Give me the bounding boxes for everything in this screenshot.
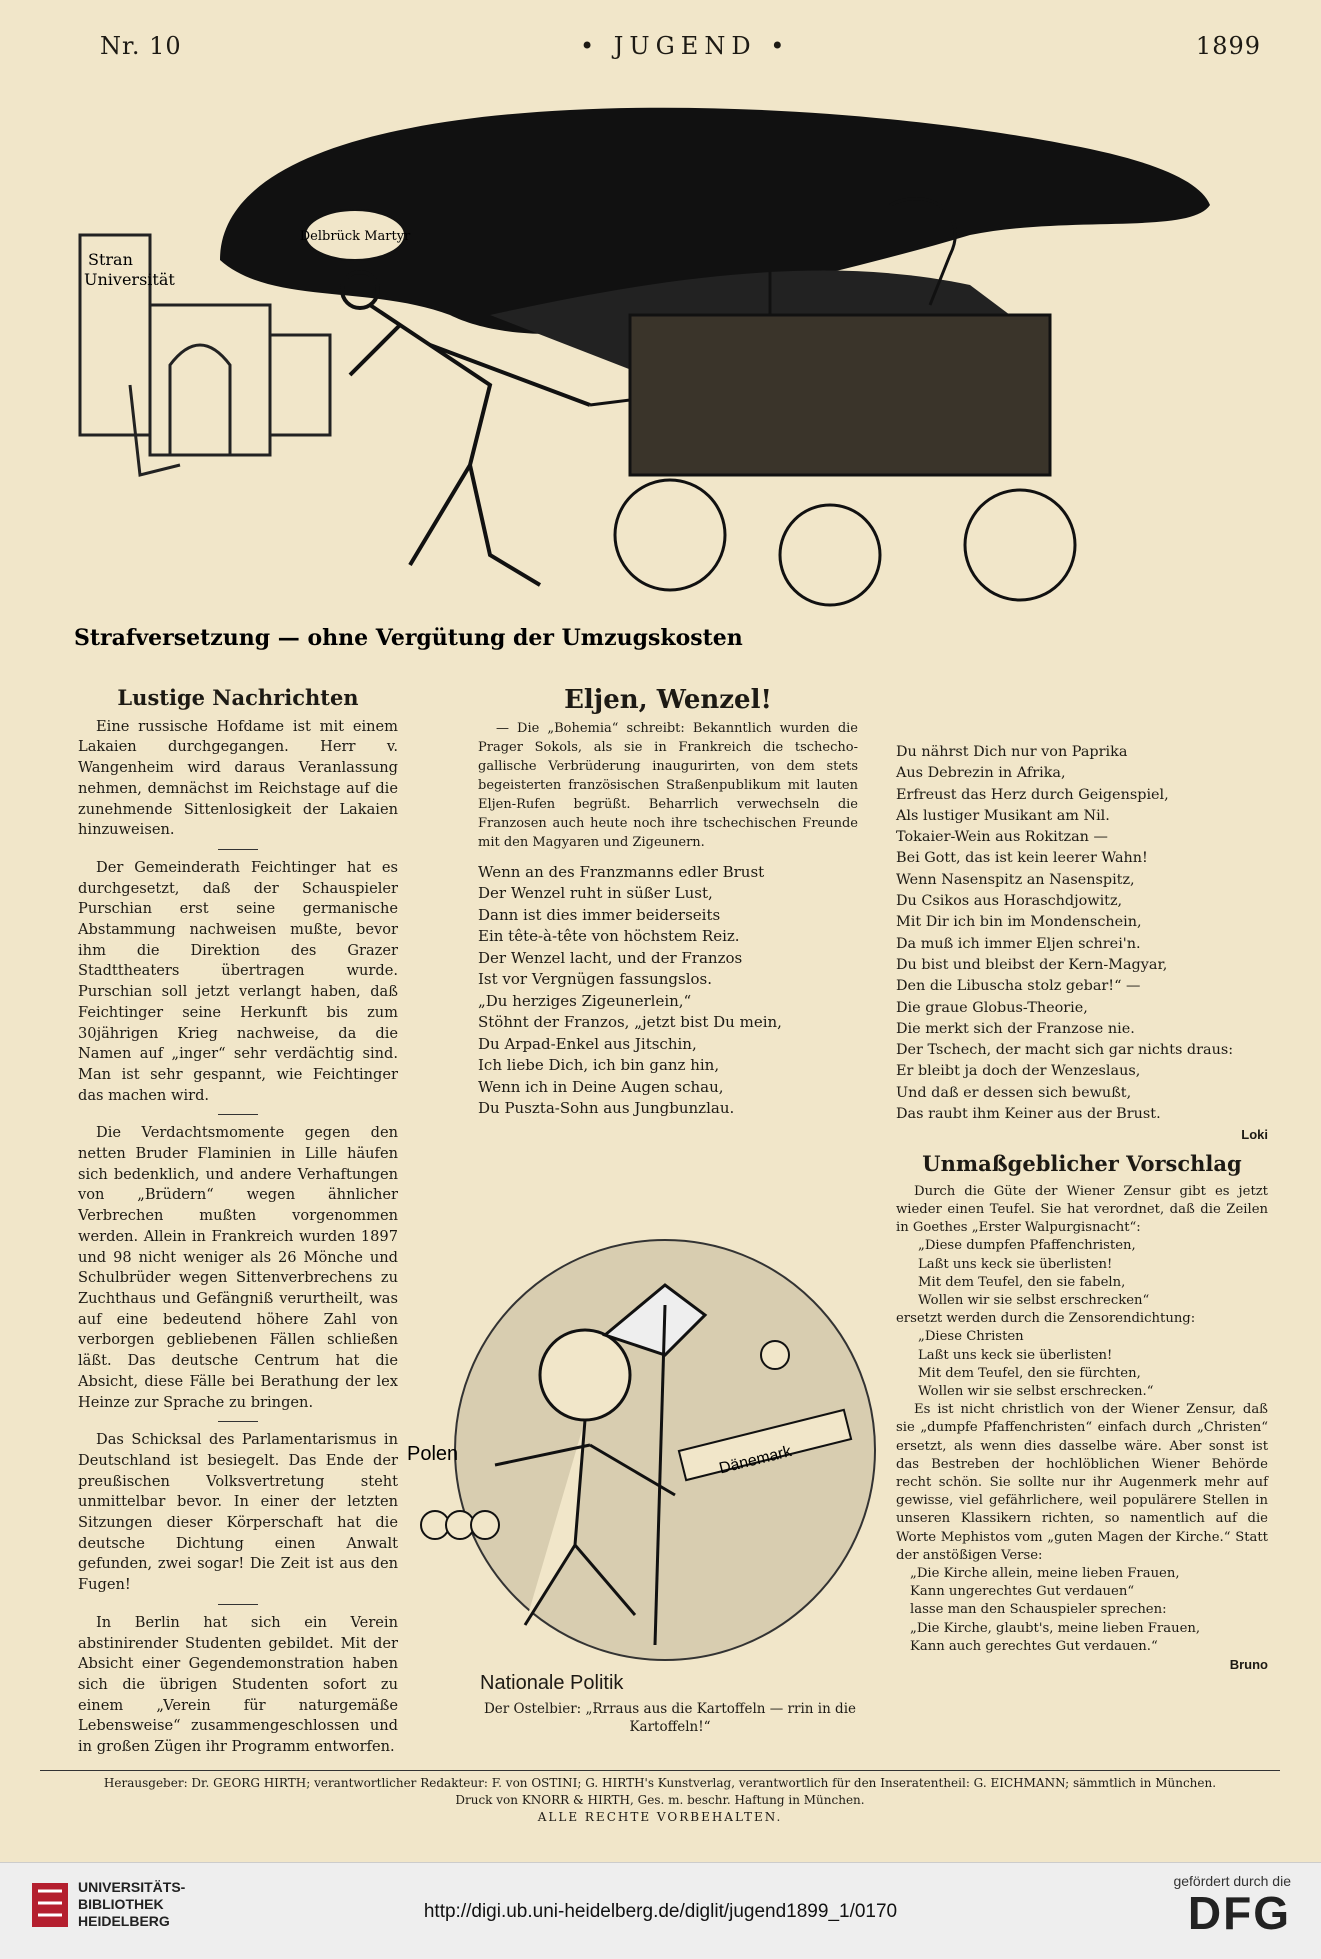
poem-line: Der Wenzel lacht, und der Franzos	[478, 948, 743, 967]
poem-continued	[896, 742, 1268, 1125]
sign-universitaet: Universität	[84, 270, 175, 289]
issue-number: Nr. 10	[100, 32, 182, 60]
quote-3	[896, 1565, 1268, 1601]
imprint-line-1: Herausgeber: Dr. GEORG HIRTH; verantwortlicher Redakteur: F. von OSTINI; G. HIRTH's Kunstverlag, verantwortlich für den Inseratentheil: G. EICHMANN; sämmtlich in München.	[103, 1776, 1217, 1790]
quote-line: Mit dem Teufel, den sie fabeln,	[918, 1274, 1126, 1290]
poem-line: Er bleibt ja doch der Wenzeslaus,	[896, 1063, 1141, 1080]
quote-1	[896, 1237, 1268, 1310]
library-name-line: HEIDELBERG	[78, 1913, 170, 1929]
poem-line: Du Csikos aus Horaschdjowitz,	[896, 893, 1123, 910]
label-polen: Polen	[407, 1443, 459, 1465]
permalink-url[interactable]: http://digi.ub.uni-heidelberg.de/diglit/jugend1899_1/0170	[423, 1901, 898, 1922]
cartoon-subcaption: Der Ostelbier: „Rrraus aus die Kartoffeln — rrin in die Kartoffeln!“	[483, 1701, 857, 1735]
column-1	[78, 685, 398, 1766]
poem-line: Ein tête-à-tête von höchstem Reiz.	[478, 927, 740, 946]
quote-line: Wollen wir sie selbst erschrecken“	[918, 1292, 1150, 1308]
quote-line: Mit dem Teufel, den sie fürchten,	[918, 1365, 1141, 1381]
poem-line: Ist vor Vergnügen fassungslos.	[478, 970, 713, 989]
imprint-footer	[40, 1770, 1280, 1826]
column-2	[478, 685, 858, 1120]
vorschlag-body	[896, 1183, 1268, 1674]
quote-line: Kann ungerechtes Gut verdauen“	[910, 1584, 1135, 1600]
poem-line: Die merkt sich der Franzose nie.	[896, 1020, 1135, 1037]
quote-line: „Die Kirche allein, meine lieben Frauen,	[910, 1566, 1180, 1582]
sign-daenemark: Dänemark	[717, 1443, 794, 1478]
paragraph: Eine russische Hofdame ist mit einem Lakaien durchgegangen. Herr v. Wangenheim wird daraus Veranlassung nehmen, demnächst im Reichstage auf die zunehmende Sittenlosigkeit der Lakaien hinzuweisen.	[78, 717, 398, 839]
paragraph: Durch die Güte der Wiener Zensur gibt es jetzt wieder einen Teufel. Sie hat verordnet, daß die Zeilen in Goethes „Erster Walpurgisnacht“:	[896, 1183, 1268, 1236]
poem-line: Du nährst Dich nur von Paprika	[896, 744, 1128, 760]
paragraph: ersetzt werden durch die Zensorendichtung:	[896, 1311, 1196, 1327]
quote-line: „Die Kirche, glaubt's, meine lieben Frauen,	[910, 1620, 1201, 1636]
section-title-lustige-nachrichten: Lustige Nachrichten	[117, 685, 359, 710]
banner-text: Delbrück Martyr	[299, 229, 411, 244]
cartoon-nationale-politik	[407, 1225, 915, 1665]
main-illustration	[70, 85, 1280, 700]
signature-bruno: Bruno	[1229, 1657, 1268, 1673]
quote-line: Wollen wir sie selbst erschrecken.“	[918, 1383, 1154, 1399]
poem-line: Da muß ich immer Eljen schrei'n.	[896, 935, 1141, 952]
paragraph: Das Schicksal des Parlamentarismus in Deutschland ist besiegelt. Das Ende der preußischen Volksvertretung steht unmittelbar bevor. In einer der letzten Sitzungen dieser Körperschaft hat die deutsche Dichtung einen Anwalt gefunden, zwei sogar! Die Zeit ist aus den Fugen!	[78, 1431, 398, 1594]
poem-line: Bei Gott, das ist kein leerer Wahn!	[896, 850, 1148, 867]
funded-by-text: gefördert durch die	[1173, 1873, 1291, 1889]
paragraph: Es ist nicht christlich von der Wiener Zensur, daß sie „dumpfe Pfaffenchristen“ einfach durch „Christen“ ersetzt, als wenn dies dasselbe wäre. Aber sonst ist das Bestreben der hochlöblichen Wiener Behörde recht schön. Sie sollte nur ihr Augenmerk mehr auf gewisse, viel gefährlichere, weil populärere Stellen in unseren Klassikern richten, so namentlich auf die Worte Mephistos vom „guten Magen der Kirche.“ Statt der anstößigen Verse:	[896, 1402, 1268, 1563]
poem-eljen-wenzel	[478, 862, 858, 1120]
quote-line: Laßt uns keck sie überlisten!	[918, 1347, 1113, 1363]
separator	[218, 1421, 258, 1422]
paragraph: Der Gemeinderath Feichtinger hat es durchgesetzt, daß der Schauspieler Purschian erst seine germanische Abstammung nachweisen mußte, bevor ihm die Direktion des Grazer Stadttheaters übertragen wurde. Purschian soll jetzt verlangt haben, daß Feichtinger seine Herkunft bis zum 30jährigen Krieg nachweise, da die Namen auf „inger“ sehr verdächtig sind. Man ist sehr gespannt, wie Feichtinger das machen wird.	[78, 858, 398, 1104]
poem-line: Und daß er dessen sich bewußt,	[896, 1084, 1132, 1101]
poem-line: Wenn Nasenspitz an Nasenspitz,	[896, 871, 1135, 888]
poem-line: Du Arpad-Enkel aus Jitschin,	[478, 1034, 697, 1053]
page-header	[0, 32, 1321, 72]
poem-line: Die graue Globus-Theorie,	[896, 999, 1088, 1016]
quote-line: „Diese dumpfen Pfaffenchristen,	[918, 1238, 1136, 1254]
library-name-line: BIBLIOTHEK	[78, 1896, 164, 1912]
poem-line: Wenn ich in Deine Augen schau,	[478, 1077, 724, 1096]
poem-line: Du Puszta-Sohn aus Jungbunzlau.	[478, 1099, 735, 1118]
poem-line: „Du herziges Zigeunerlein,“	[478, 991, 692, 1010]
poem-line: Wenn an des Franzmanns edler Brust	[478, 862, 765, 881]
illustration-caption: Strafversetzung — ohne Vergütung der Umzugskosten	[74, 625, 743, 651]
poem-line: Aus Debrezin in Afrika,	[896, 765, 1066, 782]
poem-line: Als lustiger Musikant am Nil.	[896, 807, 1110, 824]
paragraph: Die Verdachtsmomente gegen den netten Bruder Flaminien in Lille häufen sich bedenklich, und andere Verhaftungen von „Brüdern“ wegen ähnlicher Verbrechen mußten vorgenommen werden. Allein in Frankreich wurden 1897 und 98 nicht weniger als 26 Mönche und Schulbrüder wegen Sittenverbrechens zu Zuchthaus und Gefängniß verurtheilt, was auf eine bedeutend höhere Zahl von verborgen gebliebenen Fällen schließen läßt. Das deutsche Centrum hat die Absicht, diese Fälle bei Berathung der lex Heinze zur Sprache zu bringen.	[78, 1124, 398, 1411]
section-title-vorschlag: Unmaßgeblicher Vorschlag	[922, 1151, 1242, 1177]
paragraph: In Berlin hat sich ein Verein abstinirender Studenten gebildet. Mit der Absicht einer Gegendemonstration haben sich die übrigen Studenten sofort zu einem „Verein für naturgemäße Lebensweise“ zusammengeschlossen und in großen Zügen ihr Programm entworfen.	[78, 1613, 398, 1756]
poem-line: Der Tschech, der macht sich gar nichts draus:	[896, 1042, 1234, 1059]
poem-line: Den die Libuscha stolz gebar!“ —	[896, 978, 1141, 995]
separator	[218, 1114, 258, 1115]
imprint-line-3: ALLE RECHTE VORBEHALTEN.	[537, 1810, 783, 1824]
paragraph: lasse man den Schauspieler sprechen:	[910, 1602, 1167, 1618]
dfg-text: DFG	[1187, 1887, 1291, 1939]
viewer-bottom-bar	[0, 1862, 1321, 1959]
quote-4	[896, 1620, 1268, 1656]
library-name-line: UNIVERSITÄTS-	[78, 1879, 186, 1895]
sign-stran: Stran	[88, 250, 133, 269]
poem-line: Erfreust das Herz durch Geigenspiel,	[896, 786, 1169, 803]
poem-line: Tokaier-Wein aus Rokitzan —	[896, 829, 1108, 846]
signature-loki: Loki	[1241, 1127, 1268, 1143]
cartoon-caption: Nationale Politik	[480, 1672, 624, 1694]
journal-title: • JUGEND •	[580, 32, 791, 60]
footer-rule	[40, 1770, 1280, 1771]
column-3	[896, 742, 1268, 1674]
poem-line: Dann ist dies immer beiderseits	[478, 905, 721, 924]
poem-line: Das raubt ihm Keiner aus der Brust.	[896, 1106, 1161, 1123]
poem-line: Du bist und bleibst der Kern-Magyar,	[896, 956, 1168, 973]
separator	[218, 849, 258, 850]
poem-line: Stöhnt der Franzos, „jetzt bist Du mein,	[478, 1013, 782, 1032]
separator	[218, 1604, 258, 1605]
poem-line: Ich liebe Dich, ich bin ganz hin,	[478, 1056, 720, 1075]
intro-paragraph: — Die „Bohemia“ schreibt: Bekanntlich wurden die Prager Sokols, als sie in Frankreich die tschecho-gallische Verbrüderung inaugurirten, von dem stets begeisterten französischen Straßenpublikum mit lauten Eljen-Rufen begrüßt. Beharrlich verwechseln die Franzosen auch heute noch ihre tschechischen Freunde mit den Magyaren und Zigeunern.	[478, 720, 858, 850]
quote-line: Laßt uns keck sie überlisten!	[918, 1256, 1113, 1272]
dfg-logo[interactable]	[1173, 1873, 1291, 1937]
quote-line: Kann auch gerechtes Gut verdauen.“	[910, 1638, 1158, 1654]
imprint-line-2: Druck von KNORR & HIRTH, Ges. m. beschr. Haftung in München.	[455, 1793, 865, 1807]
poem-line: Der Wenzel ruht in süßer Lust,	[478, 884, 713, 903]
section-title-eljen-wenzel: Eljen, Wenzel!	[564, 685, 772, 715]
quote-2	[896, 1328, 1268, 1401]
quote-line: „Diese Christen	[918, 1329, 1024, 1345]
poem-line: Mit Dir ich bin im Mondenschein,	[896, 914, 1142, 931]
year: 1899	[1195, 32, 1261, 60]
